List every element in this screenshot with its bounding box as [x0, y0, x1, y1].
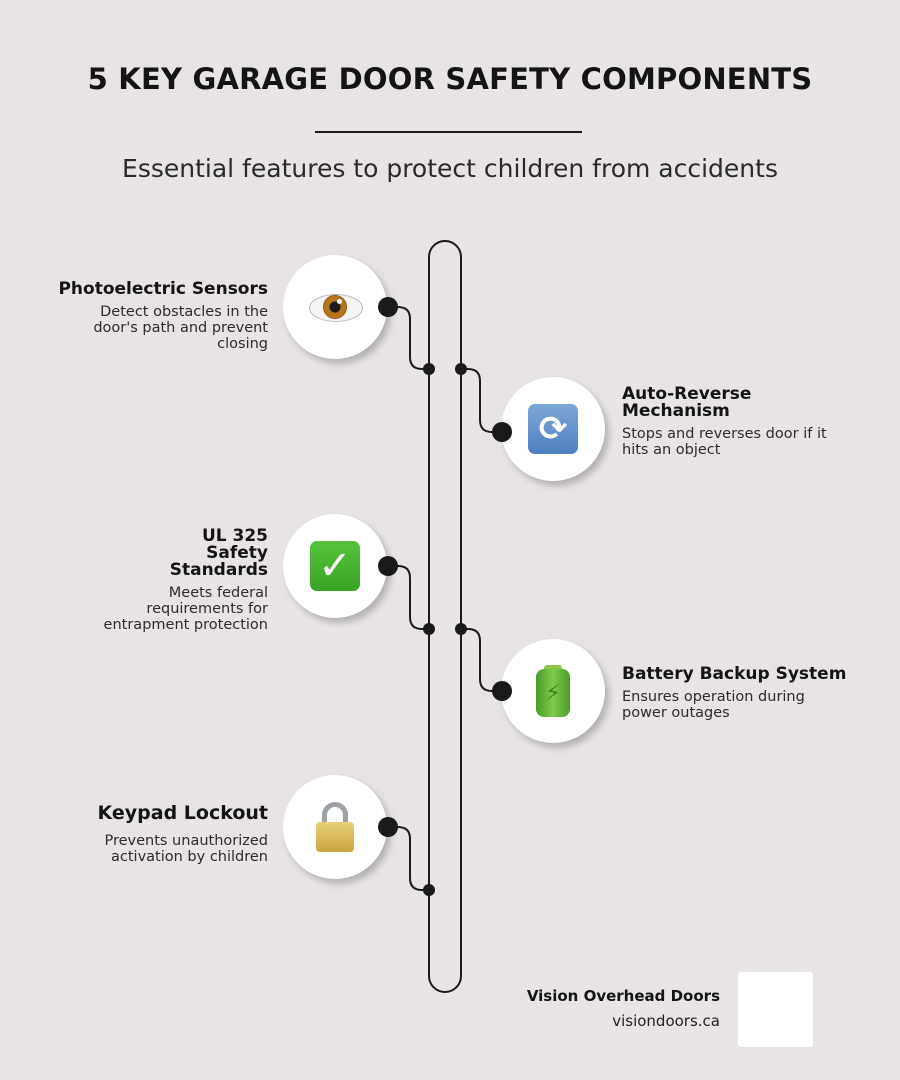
connector-4 — [461, 629, 502, 691]
component-description: Meets federal requirements for entrapment protection — [103, 585, 268, 633]
junction-dot-1 — [423, 363, 435, 375]
component-description: Ensures operation during power outages — [622, 689, 805, 721]
check-mark-icon: ✓ — [310, 541, 360, 591]
connector-1 — [388, 307, 429, 369]
junction-dot-2 — [455, 363, 467, 375]
lock-icon — [316, 802, 354, 852]
junction-dot-3 — [423, 623, 435, 635]
component-title: UL 325 Safety Standards — [169, 526, 268, 580]
battery-icon: ⚡ — [536, 665, 570, 717]
trunk-outline — [429, 241, 461, 992]
component-auto-reverse — [622, 386, 842, 458]
company-website[interactable]: visiondoors.ca — [612, 1012, 720, 1030]
component-description: Prevents unauthorized activation by children — [104, 833, 268, 865]
junction-dot-4 — [455, 623, 467, 635]
component-title: Keypad Lockout — [97, 802, 268, 824]
component-battery-backup — [622, 666, 852, 721]
component-description: Stops and reverses door if it hits an object — [622, 426, 827, 458]
junction-dot-5 — [423, 884, 435, 896]
node-ul325 — [283, 514, 387, 618]
component-title: Photoelectric Sensors — [58, 279, 268, 299]
component-keypad-lockout — [18, 804, 268, 865]
node-battery-backup — [501, 639, 605, 743]
eye-icon — [309, 290, 361, 324]
connector-5 — [388, 827, 429, 890]
component-title: Auto-Reverse Mechanism — [622, 384, 752, 421]
page-subtitle: Essential features to protect children from accidents — [122, 154, 778, 183]
company-name: Vision Overhead Doors — [526, 987, 720, 1005]
component-photoelectric-sensors — [18, 281, 268, 352]
component-description: Detect obstacles in the door's path and prevent closing — [93, 304, 268, 352]
counterclockwise-arrows-icon: ⟳ — [528, 404, 578, 454]
connector-3 — [388, 566, 429, 629]
node-photoelectric-sensors — [283, 255, 387, 359]
company-logo — [738, 972, 813, 1047]
node-auto-reverse — [501, 377, 605, 481]
component-title: Battery Backup System — [622, 664, 847, 684]
page-title: 5 KEY GARAGE DOOR SAFETY COMPONENTS — [87, 62, 813, 96]
component-ul325 — [18, 528, 268, 633]
connector-2 — [461, 369, 502, 432]
node-keypad-lockout — [283, 775, 387, 879]
